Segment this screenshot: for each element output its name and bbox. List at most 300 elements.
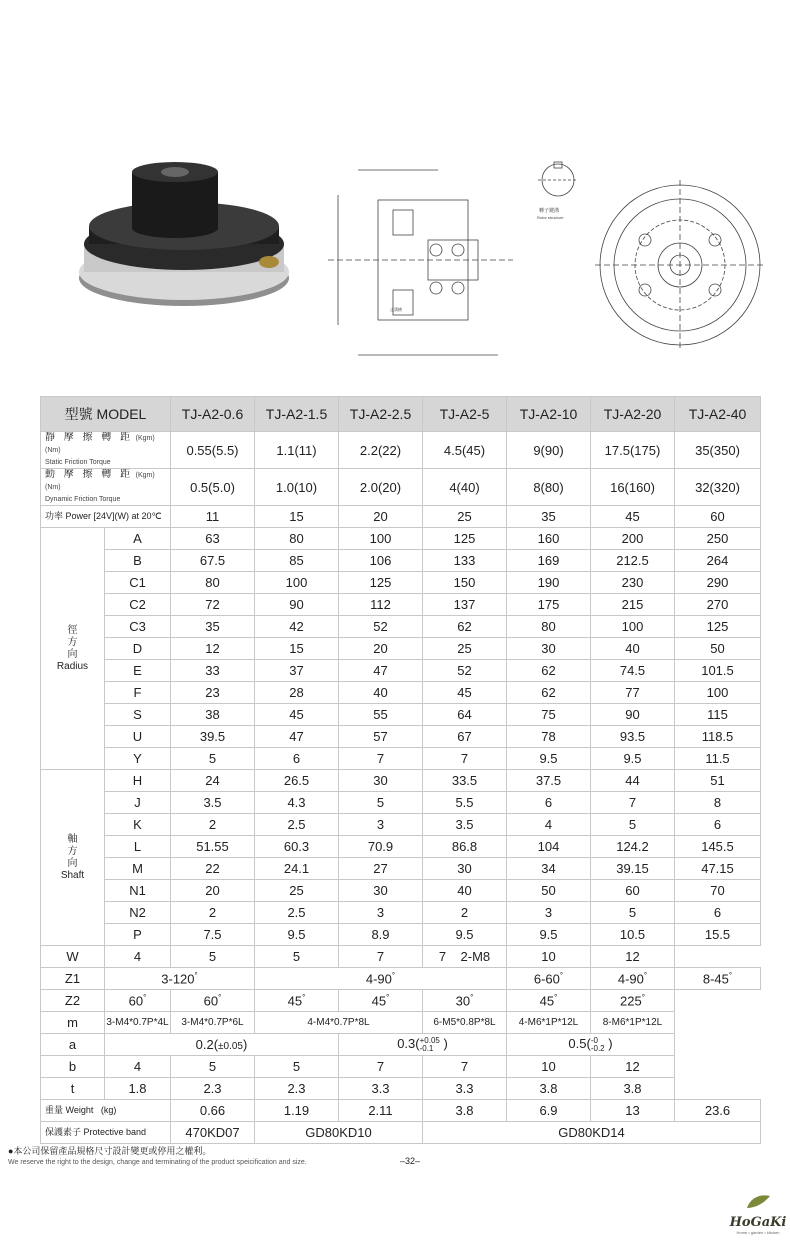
cell: 9(90): [507, 432, 591, 469]
cell: 5: [255, 1056, 339, 1078]
cell: 125: [675, 616, 761, 638]
cell: 70.9: [339, 836, 423, 858]
cell: 78: [507, 726, 591, 748]
cell: 30: [339, 880, 423, 902]
cell: 67: [423, 726, 507, 748]
cell: 7: [339, 946, 423, 968]
cell: 175: [507, 594, 591, 616]
rotor-structure-drawing: [533, 152, 583, 222]
radius-row-C1: [41, 572, 761, 594]
shaft-group-zh2: 方: [67, 845, 78, 857]
cell: 10: [507, 1056, 591, 1078]
cell: 112: [339, 594, 423, 616]
cell: 47: [339, 660, 423, 682]
cell: 4: [507, 814, 591, 836]
cell: 7: [339, 1056, 423, 1078]
cell: 3.3: [339, 1078, 423, 1100]
svg-text:止溝槽: 止溝槽: [390, 307, 402, 312]
cell: 35: [507, 506, 591, 528]
page-number: –32–: [400, 1156, 421, 1166]
Z2-row: [41, 990, 761, 1012]
cell: 55: [339, 704, 423, 726]
cell: 77: [591, 682, 675, 704]
W-row: [41, 946, 761, 968]
logo-word: HoGaKi: [729, 1215, 787, 1230]
dynamic-torque-row: [41, 469, 761, 506]
cell: 15: [255, 506, 339, 528]
cell: 93.5: [591, 726, 675, 748]
cell: 10: [507, 946, 591, 968]
cell: 5: [171, 748, 255, 770]
cell: 4-M6*1P*12L: [507, 1012, 591, 1034]
radius-row-Y: [41, 748, 761, 770]
cell: 45: [255, 704, 339, 726]
cell: 6: [255, 748, 339, 770]
cell: 62: [423, 616, 507, 638]
cell: 42: [255, 616, 339, 638]
shaft-group-label: [41, 770, 105, 946]
shaft-row-K: [41, 814, 761, 836]
cell: 7.5: [171, 924, 255, 946]
cell: 250: [675, 528, 761, 550]
cell: 1.0(10): [255, 469, 339, 506]
power-row: [41, 506, 761, 528]
dim-key: B: [105, 550, 171, 572]
cell: 34: [507, 858, 591, 880]
radius-row-F: [41, 682, 761, 704]
cell: 100: [591, 616, 675, 638]
cell: 230: [591, 572, 675, 594]
dim-key: N2: [105, 902, 171, 924]
cell: 101.5: [675, 660, 761, 682]
cell: 11.5: [675, 748, 761, 770]
cell: 22: [171, 858, 255, 880]
cell: 9.5: [591, 748, 675, 770]
cell: 100: [339, 528, 423, 550]
shaft-row-L: [41, 836, 761, 858]
radius-group-zh2: 方: [67, 636, 78, 648]
cell: 72: [171, 594, 255, 616]
cell: 17.5(175): [591, 432, 675, 469]
shaft-group-en: Shaft: [60, 869, 85, 881]
section-drawing: [318, 150, 523, 370]
cell: 4-90°: [255, 968, 507, 990]
shaft-row-P: [41, 924, 761, 946]
cell: 8: [675, 792, 761, 814]
cell: 1.1(11): [255, 432, 339, 469]
model-4: TJ-A2-10: [507, 397, 591, 432]
cell: 150: [423, 572, 507, 594]
front-view-drawing: [585, 150, 765, 370]
clutch-photo: [74, 160, 294, 310]
hogaki-logo: [728, 1192, 788, 1242]
cell: 8.9: [339, 924, 423, 946]
model-6: TJ-A2-40: [675, 397, 761, 432]
cell: 26.5: [255, 770, 339, 792]
dim-key: D: [105, 638, 171, 660]
cell: 40: [423, 880, 507, 902]
cell: 8(80): [507, 469, 591, 506]
cell: 52: [423, 660, 507, 682]
cell: 44: [591, 770, 675, 792]
cell: 30: [507, 638, 591, 660]
dim-key: K: [105, 814, 171, 836]
cell: 40: [591, 638, 675, 660]
cell: 27: [339, 858, 423, 880]
cell: 25: [255, 880, 339, 902]
model-5: TJ-A2-20: [591, 397, 675, 432]
cell: 6: [675, 902, 761, 924]
cell: 5: [339, 792, 423, 814]
cell: 2: [423, 902, 507, 924]
cell: 2: [171, 902, 255, 924]
radius-group-zh3: 向: [67, 648, 78, 660]
cell: 25: [423, 638, 507, 660]
footnote-en: We reserve the right to the design, change and terminating of the product speicification and size.: [8, 1159, 307, 1166]
specification-table: [40, 396, 761, 1144]
cell: 160: [507, 528, 591, 550]
cell: 2.5: [255, 902, 339, 924]
cell: 2.3: [171, 1078, 255, 1100]
cell: 39.15: [591, 858, 675, 880]
cell: 45: [423, 682, 507, 704]
cell: 5: [171, 946, 255, 968]
dim-key: C3: [105, 616, 171, 638]
cell: 15: [255, 638, 339, 660]
radius-section: [41, 528, 761, 770]
model-1: TJ-A2-1.5: [255, 397, 339, 432]
cell: 104: [507, 836, 591, 858]
cell: 6-M5*0.8P*8L: [423, 1012, 507, 1034]
leaf-icon: [743, 1192, 773, 1210]
cell: 7: [339, 748, 423, 770]
cell: 190: [507, 572, 591, 594]
shaft-row-M: [41, 858, 761, 880]
cell: 60°: [105, 990, 171, 1012]
cell: 3.8: [423, 1100, 507, 1122]
dim-key: W: [41, 946, 105, 968]
cell: 12: [591, 946, 675, 968]
cell: 12: [171, 638, 255, 660]
cell: GD80KD10: [255, 1122, 423, 1144]
dynamic-torque-label: 動 摩 擦 轉 距 (Kgm)(Nm) Dynamic Friction Torque: [41, 469, 171, 506]
cell: 4-M4*0.7P*8L: [255, 1012, 423, 1034]
cell: 2.3: [255, 1078, 339, 1100]
cell: 50: [507, 880, 591, 902]
cell: 3.5: [171, 792, 255, 814]
cell: 125: [339, 572, 423, 594]
cell: 5: [591, 902, 675, 924]
cell: 45: [591, 506, 675, 528]
cell: 9.5: [255, 924, 339, 946]
radius-row-C2: [41, 594, 761, 616]
cell: 30: [423, 858, 507, 880]
cell: 6-60°: [507, 968, 591, 990]
cell: 118.5: [675, 726, 761, 748]
cell: 80: [171, 572, 255, 594]
dim-key: C2: [105, 594, 171, 616]
cell: 16(160): [591, 469, 675, 506]
svg-text:Rotor structure: Rotor structure: [537, 215, 564, 220]
cell: 0.55(5.5): [171, 432, 255, 469]
radius-group-en: Radius: [56, 660, 89, 672]
cell: 9.5: [507, 924, 591, 946]
dim-key: Z2: [41, 990, 105, 1012]
cell: 80: [507, 616, 591, 638]
cell: 106: [339, 550, 423, 572]
cell: 67.5: [171, 550, 255, 572]
cell: 7 2-M8: [423, 946, 507, 968]
cell: 7: [423, 1056, 507, 1078]
dim-key: N1: [105, 880, 171, 902]
cell: 33.5: [423, 770, 507, 792]
cell: 0.5(-0 -0.2 ): [507, 1034, 675, 1056]
shaft-section: [41, 770, 761, 946]
dim-key: Z1: [41, 968, 105, 990]
cell: GD80KD14: [423, 1122, 761, 1144]
cell: 3.8: [591, 1078, 675, 1100]
cell: 10.5: [591, 924, 675, 946]
cell: 52: [339, 616, 423, 638]
cell: 60: [675, 506, 761, 528]
cell: 100: [255, 572, 339, 594]
shaft-row-N2: [41, 902, 761, 924]
t-row: [41, 1078, 761, 1100]
radius-row-E: [41, 660, 761, 682]
cell: 225°: [591, 990, 675, 1012]
cell: 40: [339, 682, 423, 704]
header-row: [41, 397, 761, 432]
weight-label: 重量 Weight (kg): [41, 1100, 171, 1122]
cell: 0.5(5.0): [171, 469, 255, 506]
cell: 15.5: [675, 924, 761, 946]
cell: 3-M4*0.7P*4L: [105, 1012, 171, 1034]
svg-text:轉子鍵溝: 轉子鍵溝: [539, 208, 560, 214]
cell: 137: [423, 594, 507, 616]
radius-row-C3: [41, 616, 761, 638]
cell: 470KD07: [171, 1122, 255, 1144]
m-row: [41, 1012, 761, 1034]
b-row: [41, 1056, 761, 1078]
cell: 8-M6*1P*12L: [591, 1012, 675, 1034]
cell: 100: [675, 682, 761, 704]
static-torque-label: 靜 摩 擦 轉 距 (Kgm)(Nm) Static Friction Torque: [41, 432, 171, 469]
radius-row-A: [41, 528, 761, 550]
dim-key: b: [41, 1056, 105, 1078]
cell: 62: [507, 682, 591, 704]
dim-key: m: [41, 1012, 105, 1034]
cell: 47: [255, 726, 339, 748]
cell: 5: [171, 1056, 255, 1078]
dim-key: J: [105, 792, 171, 814]
cell: 215: [591, 594, 675, 616]
cell: 86.8: [423, 836, 507, 858]
cell: 2.11: [339, 1100, 423, 1122]
cell: 90: [255, 594, 339, 616]
cell: 0.3(+0.05 -0.1 ): [339, 1034, 507, 1056]
static-torque-row: [41, 432, 761, 469]
cell: 62: [507, 660, 591, 682]
radius-row-D: [41, 638, 761, 660]
shaft-row-J: [41, 792, 761, 814]
cell: 12: [591, 1056, 675, 1078]
cell: 270: [675, 594, 761, 616]
cell: 60.3: [255, 836, 339, 858]
cell: 3: [339, 902, 423, 924]
model-2: TJ-A2-2.5: [339, 397, 423, 432]
cell: 4.3: [255, 792, 339, 814]
cell: 3.3: [423, 1078, 507, 1100]
model-3: TJ-A2-5: [423, 397, 507, 432]
cell: 2.2(22): [339, 432, 423, 469]
cell: 37.5: [507, 770, 591, 792]
cell: 38: [171, 704, 255, 726]
dim-key: M: [105, 858, 171, 880]
dim-key: L: [105, 836, 171, 858]
cell: 4.5(45): [423, 432, 507, 469]
cell: 23.6: [675, 1100, 761, 1122]
cell: 2.5: [255, 814, 339, 836]
cell: 200: [591, 528, 675, 550]
cell: 7: [591, 792, 675, 814]
cell: 6: [507, 792, 591, 814]
shaft-group-zh1: 軸: [67, 833, 78, 845]
cell: 20: [339, 506, 423, 528]
cell: 23: [171, 682, 255, 704]
cell: 57: [339, 726, 423, 748]
cell: 3.8: [507, 1078, 591, 1100]
dim-key: E: [105, 660, 171, 682]
cell: 1.8: [105, 1078, 171, 1100]
radius-group-zh1: 徑: [67, 624, 78, 636]
cell: 45°: [339, 990, 423, 1012]
dim-key: H: [105, 770, 171, 792]
dim-key: F: [105, 682, 171, 704]
dim-key: Y: [105, 748, 171, 770]
cell: 5: [255, 946, 339, 968]
model-header: 型號 MODEL: [41, 397, 171, 432]
shaft-row-N1: [41, 880, 761, 902]
radius-row-U: [41, 726, 761, 748]
footnote-zh: ●本公司保留產品規格尺寸設計變更或停用之權利。: [8, 1146, 212, 1156]
cell: 124.2: [591, 836, 675, 858]
cell: 4: [105, 1056, 171, 1078]
cell: 33: [171, 660, 255, 682]
power-label: 功率 Power [24V](W) at 20℃: [41, 506, 171, 528]
cell: 64: [423, 704, 507, 726]
Z1-row: [41, 968, 761, 990]
cell: 6.9: [507, 1100, 591, 1122]
cell: 35: [171, 616, 255, 638]
cell: 35(350): [675, 432, 761, 469]
cell: 2.0(20): [339, 469, 423, 506]
cell: 264: [675, 550, 761, 572]
cell: 32(320): [675, 469, 761, 506]
cell: 60°: [171, 990, 255, 1012]
cell: 20: [171, 880, 255, 902]
radius-group-label: [41, 528, 105, 770]
cell: 7: [423, 748, 507, 770]
cell: 3-M4*0.7P*6L: [171, 1012, 255, 1034]
cell: 3: [507, 902, 591, 924]
cell: 70: [675, 880, 761, 902]
cell: 13: [591, 1100, 675, 1122]
cell: 115: [675, 704, 761, 726]
cell: 4: [105, 946, 171, 968]
dim-key: P: [105, 924, 171, 946]
cell: 1.19: [255, 1100, 339, 1122]
cell: 5.5: [423, 792, 507, 814]
cell: 47.15: [675, 858, 761, 880]
cell: 0.66: [171, 1100, 255, 1122]
dim-key: C1: [105, 572, 171, 594]
cell: 9.5: [423, 924, 507, 946]
cell: 74.5: [591, 660, 675, 682]
cell: 24: [171, 770, 255, 792]
cell: 4-90°: [591, 968, 675, 990]
cell: 3-120°: [105, 968, 255, 990]
band-label: 保護素子 Protective band: [41, 1122, 171, 1144]
cell: 125: [423, 528, 507, 550]
cell: 51.55: [171, 836, 255, 858]
cell: 4(40): [423, 469, 507, 506]
cell: 212.5: [591, 550, 675, 572]
cell: 24.1: [255, 858, 339, 880]
footnote: [8, 1146, 307, 1168]
cell: 145.5: [675, 836, 761, 858]
cell: 11: [171, 506, 255, 528]
cell: 25: [423, 506, 507, 528]
cell: 63: [171, 528, 255, 550]
cell: 39.5: [171, 726, 255, 748]
cell: 90: [591, 704, 675, 726]
cell: 51: [675, 770, 761, 792]
cell: 3.5: [423, 814, 507, 836]
cell: 2: [171, 814, 255, 836]
radius-row-B: [41, 550, 761, 572]
cell: 6: [675, 814, 761, 836]
cell: 133: [423, 550, 507, 572]
cell: 290: [675, 572, 761, 594]
cell: 169: [507, 550, 591, 572]
cell: 3: [339, 814, 423, 836]
shaft-row-H: [41, 770, 761, 792]
cell: 45°: [255, 990, 339, 1012]
shaft-group-zh3: 向: [67, 857, 78, 869]
weight-row: [41, 1100, 761, 1122]
dim-key: S: [105, 704, 171, 726]
model-0: TJ-A2-0.6: [171, 397, 255, 432]
band-row: [41, 1122, 761, 1144]
cell: 8-45°: [675, 968, 761, 990]
cell: 60: [591, 880, 675, 902]
cell: 37: [255, 660, 339, 682]
cell: 30: [339, 770, 423, 792]
dim-key: t: [41, 1078, 105, 1100]
logo-tag: Home • garden • kitchen: [736, 1230, 780, 1235]
cell: 50: [675, 638, 761, 660]
cell: 85: [255, 550, 339, 572]
dim-key: a: [41, 1034, 105, 1056]
cell: 75: [507, 704, 591, 726]
dim-key: A: [105, 528, 171, 550]
cell: 0.2(±0.05): [105, 1034, 339, 1056]
dim-key: U: [105, 726, 171, 748]
cell: 9.5: [507, 748, 591, 770]
cell: 30°: [423, 990, 507, 1012]
cell: 5: [591, 814, 675, 836]
cell: 28: [255, 682, 339, 704]
